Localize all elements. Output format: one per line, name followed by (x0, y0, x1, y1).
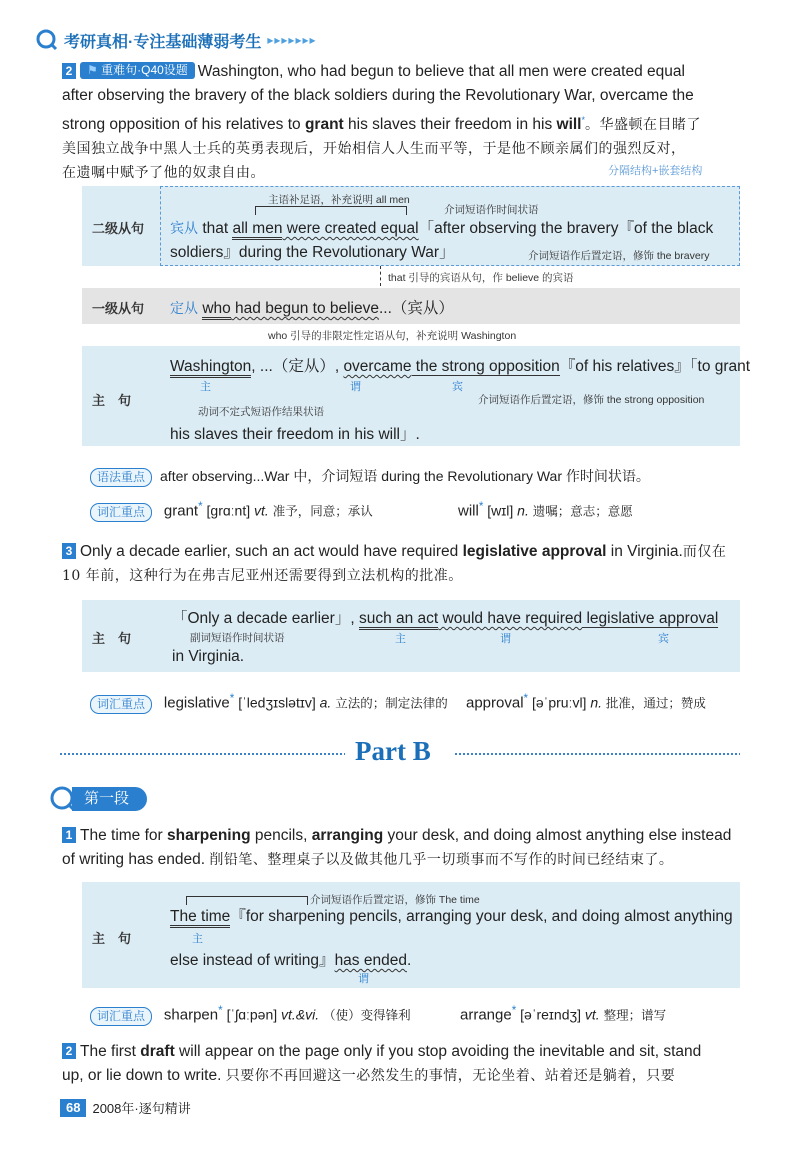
vocab-entry-arrange: arrange* [əˈreɪndʒ] vt. 整理；谱写 (460, 1004, 667, 1024)
flag-icon: ⚑ (87, 63, 98, 77)
b1-role-subject: 主 (192, 933, 203, 945)
b1-text: 1 The time for sharpening pencils, arranging your desk, and doing almost anything else instead of writing has ended. 削铅笔、整理桌子以及做其他几乎一切琐事而不写作的时间已经结束了。 (62, 827, 732, 868)
part-b-heading (60, 736, 740, 772)
main-sentence-line1: Washington, ...（定从）, overcame the strong opposition『of his relatives』「to grant (170, 354, 750, 376)
role-object: 宾 (452, 381, 463, 393)
header-title: 考研真相·专注基础薄弱考生 (64, 33, 262, 51)
sentence-number: 2 (62, 1043, 76, 1059)
note-subject-complement: 主语补足语，补充说明 all men (268, 194, 410, 206)
b1-main-line1: The time『for sharpening pencils, arranging your desk, and doing almost anything (170, 904, 733, 926)
note-post-attributive-2: 介词短语作后置定语，修饰 the strong opposition (478, 394, 705, 406)
vocab-entry-will: will* [wɪl] n. 遗嘱；意志；意愿 (458, 500, 633, 520)
header-arrows: ▸▸▸▸▸▸▸ (267, 33, 317, 47)
vocab-row-s3: 词汇重点 legislative* [ˈledʒɪslətɪv] a. 立法的；制定法律的 (90, 692, 448, 714)
level2-sentence-line2: soldiers』during the Revolutionary War」 (170, 244, 455, 261)
role-predicate: 谓 (350, 381, 361, 393)
main-sentence-line2: his slaves their freedom in his will」. (170, 426, 420, 443)
level2-label: 二级从句 (92, 221, 145, 236)
divider-left (60, 753, 345, 755)
divider-right (455, 753, 740, 755)
difficulty-tag: ⚑ 重难句·Q40设题 (80, 62, 195, 79)
section-heading (50, 786, 147, 812)
grammar-pill: 语法重点 (90, 468, 152, 487)
note-that-clause: that 引导的宾语从句，作 believe 的宾语 (388, 272, 574, 284)
b1-role-predicate: 谓 (358, 973, 369, 985)
s3-role-predicate: 谓 (500, 633, 511, 645)
page-footer (60, 1098, 191, 1117)
level1-sentence: 定从 who had begun to believe...（宾从） (170, 296, 454, 318)
level1-label: 一级从句 (92, 301, 145, 316)
s3-main-line1: 「Only a decade earlier」, such an act would have required legislative approval (172, 606, 718, 628)
part-b-title: Part B (355, 736, 431, 766)
b1-main-label: 主 句 (92, 931, 132, 946)
search-logo-icon (36, 29, 58, 51)
vocab-entry-approval: approval* [əˈpruːvl] n. 批准，通过；赞成 (466, 692, 706, 712)
footer-title: 2008年·逐句精讲 (92, 1101, 191, 1116)
level2-sentence-line1: 宾从 that all men were created equal「after observing the bravery『of the black (170, 216, 713, 238)
note-post-attributive: 介词短语作后置定语，修饰 the bravery (528, 250, 710, 262)
vocab-pill: 词汇重点 (90, 695, 152, 714)
grammar-point: 语法重点 after observing...War 中，介词短语 during the Revolutionary War 作时间状语。 (90, 466, 650, 487)
s3-main-label: 主 句 (92, 631, 132, 646)
page-header (36, 28, 317, 52)
vocab-pill: 词汇重点 (90, 503, 152, 522)
bracket-line (255, 206, 407, 215)
role-subject: 主 (200, 381, 211, 393)
s3-role-subject: 主 (395, 633, 406, 645)
sentence-number: 2 (62, 63, 76, 79)
main-label: 主 句 (92, 393, 132, 408)
note-adverb-time: 副词短语作时间状语 (190, 632, 285, 644)
sentence-number: 1 (62, 827, 76, 843)
section-title: 第一段 (72, 787, 147, 811)
s3-main-line2: in Virginia. (172, 648, 245, 665)
vocab-pill: 词汇重点 (90, 1007, 152, 1026)
note-prep-time: 介词短语作时间状语 (444, 204, 539, 216)
dashed-link (380, 266, 382, 286)
sentence-3-text: 3 Only a decade earlier, such an act would have required legislative approval in Virginia.而仅在 10 年前，这种行为在弗吉尼亚州还需要得到立法机构的批准。 (62, 543, 727, 584)
s3-role-object: 宾 (658, 633, 669, 645)
page-number: 68 (60, 1099, 86, 1117)
vocab-row-b1: 词汇重点 sharpen* [ˈʃɑːpən] vt.&vi. （使）变得锋利 (90, 1004, 411, 1026)
vocab-row-s2: 词汇重点 grant* [ɡrɑːnt] vt. 准予，同意；承认 (90, 500, 373, 522)
note-post-attributive-b1: 介词短语作后置定语，修饰 The time (310, 894, 480, 906)
note-who-clause: who 引导的非限定性定语从句，补充说明 Washington (268, 330, 517, 342)
structure-note: 分隔结构+嵌套结构 (608, 165, 703, 177)
note-infinitive: 动词不定式短语作结果状语 (198, 406, 324, 418)
sentence-number: 3 (62, 543, 76, 559)
b1-main-line2: else instead of writing』has ended. (170, 952, 412, 969)
b2-text: 2 The first draft will appear on the page only if you stop avoiding the inevitable and sit, stand up, or lie down to write. 只要你不再回避这一必然发生的事情，无论坐着、站着还是躺着，只要 (62, 1043, 702, 1084)
sentence-2-text: 2 ⚑ 重难句·Q40设题 Washington, who had begun to believe that all men were created equal after observing the bravery of the black soldiers during the Revolutionary War, overcame the strong opposition of his relatives to grant his slaves their freedom in his will*。华盛顿在目睹了 美国独立战争中黑人士兵的英勇表现后，开始相信人人生而平等，于是他不顾亲属们的强烈反对， 在遗嘱中赋予了他的奴隶自由。 (62, 63, 702, 182)
